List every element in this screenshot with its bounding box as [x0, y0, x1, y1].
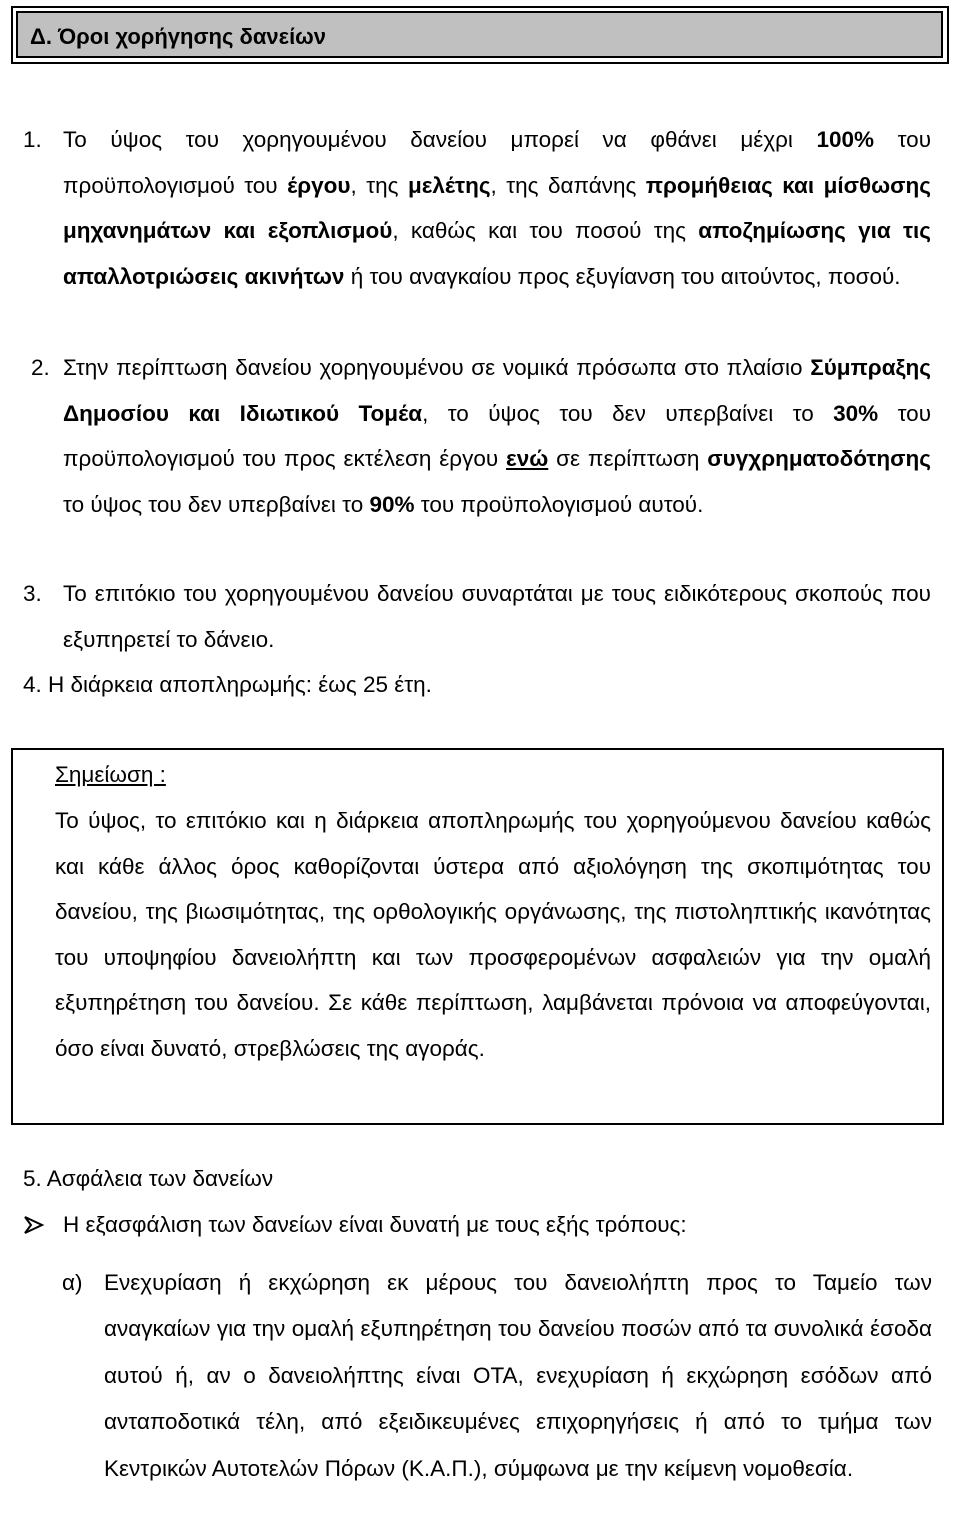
- text-run: , της: [350, 172, 408, 198]
- emphasized-text: 30%: [833, 400, 879, 426]
- emphasized-text: Σύμπραξης Δημοσίου και Ιδιωτικού Τομέα: [63, 355, 931, 426]
- text-run: Το επιτόκιο του χορηγουμένου δανείου συναρτάται με τους ειδικότερους σκοπούς που εξυπηρετεί το δάνειο.: [63, 581, 931, 652]
- text-run: σε περίπτωση: [548, 446, 708, 471]
- emphasized-text: μελέτης: [407, 172, 491, 198]
- list-item-number: 3.: [23, 581, 42, 606]
- list-item-text: [63, 127, 931, 289]
- sub-item-a: [62, 1260, 932, 1492]
- text-run: , το ύψος του δεν υπερβαίνει το: [422, 400, 834, 426]
- text-run: το ύψος του δεν υπερβαίνει το: [63, 491, 370, 517]
- note-title: Σημείωση :: [55, 762, 166, 787]
- list-item-text: [63, 355, 931, 517]
- section-header-shading: [16, 11, 943, 58]
- list-item-4: 4. Η διάρκεια αποπληρωμής: έως 25 έτη.: [23, 672, 432, 697]
- text-run: του προϋπολογισμού του προς εκτέλεση έργου: [63, 400, 932, 471]
- sub-item-text: Ενεχυρίαση ή εκχώρηση εκ μέρους του δανειολήπτη προς το Ταμείο των αναγκαίων για την ομαλή εξυπηρέτηση του δανείου ποσών από τα συνολικά έσοδα αυτού ή, αν ο δανειολήπτης είναι ΟΤΑ, ενεχυρίαση ή εκχώρηση εσόδων από ανταποδοτικά τέλη, από εξειδικευμένες επιχορηγήσεις ή από το τμήμα των Κεντρικών Αυτοτελών Πόρων (Κ.Α.Π.), σύμφωνα με την κείμενη νομοθεσία.: [104, 1270, 932, 1481]
- bullet-text: Η εξασφάλιση των δανείων είναι δυνατή με τους εξής τρόπους:: [63, 1212, 687, 1237]
- text-run: ή του αναγκαίου προς εξυγίανση του αιτούντος, ποσού.: [344, 263, 901, 289]
- list-item-text: [63, 581, 931, 652]
- text-run: , της δαπάνης: [490, 172, 646, 198]
- list-item-number: 1.: [23, 127, 42, 152]
- text-run: Στην περίπτωση δανείου χορηγουμένου σε νομικά πρόσωπα στο πλαίσιο: [63, 355, 811, 380]
- note-text: Το ύψος, το επιτόκιο και η διάρκεια αποπληρωμής του χορηγούμενου δανείου καθώς και κάθε άλλος όρος καθορίζονται ύστερα από αξιολόγηση της σκοπιμότητας του δανείου, της βιωσιμότητας, της ορθολογικής οργάνωσης, της πιστοληπτικής ικανότητας του υποψηφίου δανειολήπτη και των προσφερομένων ασφαλειών για την ομαλή εξυπηρέτηση του δανείου. Σε κάθε περίπτωση, λαμβάνεται πρόνοια να αποφεύγονται, όσο είναι δυνατό, στρεβλώσεις της αγοράς.: [55, 808, 931, 1061]
- arrow-bullet-icon: [23, 1212, 45, 1238]
- text-run: του προϋπολογισμού του: [63, 127, 931, 198]
- emphasized-text: έργου: [287, 172, 351, 198]
- emphasized-text: αποζημίωσης για τις απαλλοτριώσεις ακινήτων: [63, 218, 931, 289]
- emphasized-text: 100%: [816, 127, 875, 152]
- list-item-number: 2.: [31, 355, 50, 380]
- list-item-3: [23, 571, 931, 662]
- text-run: του προϋπολογισμού αυτού.: [414, 491, 704, 517]
- section-5-title: 5. Ασφάλεια των δανείων: [23, 1166, 274, 1191]
- emphasized-text: 90%: [369, 491, 415, 517]
- list-item-1: [23, 117, 931, 299]
- emphasized-text: προμήθειας και μίσθωσης μηχανημάτων και εξοπλισμού: [63, 172, 931, 243]
- section-title: Δ. Όροι χορήγησης δανείων: [30, 24, 327, 49]
- section-header-box: [11, 6, 949, 64]
- sub-item-label: α): [62, 1270, 83, 1295]
- emphasized-text: ενώ: [506, 446, 549, 471]
- text-run: , καθώς και του ποσού της: [392, 218, 699, 243]
- text-run: Το ύψος του χορηγουμένου δανείου μπορεί να φθάνει μέχρι: [63, 127, 817, 152]
- note-box: [11, 748, 944, 1125]
- list-item-2: [31, 345, 932, 527]
- emphasized-text: συγχρηματοδότησης: [707, 446, 931, 471]
